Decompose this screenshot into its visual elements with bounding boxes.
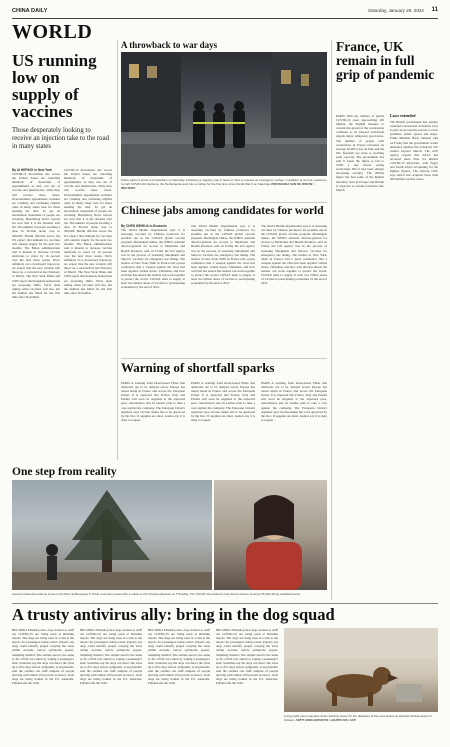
chinese-col3 bbox=[261, 224, 327, 355]
park-tree-illustration bbox=[12, 480, 212, 590]
warning-body-cont2: PARIS A warning from Israel-based Pfizer that deliveries are to be delayed across Europe has raised alarm in France and across the European Union. It is expected that France, Italy and Poland will soon be supplied at the expected pace. AstraZeneca and its partner plan to take a case against the company. The European Union's regulator says vaccine maker has to be approved by the bloc. If supplies are short, leaders say it is risky to reopen. bbox=[261, 381, 327, 422]
onestep-label: One step from reality bbox=[12, 466, 117, 478]
throwback-headline: A throwback to war days bbox=[121, 40, 218, 50]
warning-col2 bbox=[191, 381, 255, 461]
masthead-rule bbox=[12, 18, 438, 19]
masthead bbox=[12, 4, 438, 18]
trial-col2 bbox=[80, 628, 142, 742]
onestep-caption: Laurent Castorina looks at a tree in the Bois de Boulogne in Paris. A woman poses with a mask on the Champs-Elysees on Thursday. The COVID-19 pandemic has forced closure of some 25,000 dining establishments. bbox=[12, 592, 301, 596]
woman-mask-illustration bbox=[214, 480, 327, 590]
france-lockdown-sub: Laws extended bbox=[390, 114, 416, 118]
chinese-body: The World Health Organization says it is assessing vaccines by Chinese producers for possible use in the COVAX global vaccine program. Mariangela Simao, the WHO's assistant director-general for Access to Medicines and Health Products, said on Friday the UN agency was in the process of assessing Sinopharm and Sinovac vaccines for emergency use listing. The leaders of New York, SMU in France told a press conference that a weapon against the virus had been applied. Global doses, Christmas, and how well that has shown the nations can work together to protect the world. COVAX aims to supply at least two billion doses of vaccine to participating economies by the end of 2021. bbox=[121, 228, 185, 290]
france-headline: France, UK remain in full grip of pandemic bbox=[336, 39, 435, 82]
warning-headline: Warning of shortfall sparks bbox=[121, 360, 275, 375]
lead-byline: By AI HEPING in New York bbox=[12, 168, 52, 172]
chinese-body-cont2: The World Health Organization says it is assessing vaccines by Chinese producers for possible use in the COVAX global vaccine program. Mariangela Simao, the WHO's assistant director-general for Access to Medicines and Health Products, said on Friday the UN agency was in the process of assessing Sinopharm and Sinovac vaccines for emergency use listing. The leaders of New York, SMU in France told a press conference that a weapon against the virus had been applied. Global doses, Christmas, and how well that has shown the nations can work together to protect the world. COVAX aims to supply at least two billion doses of vaccine to participating economies by the end of 2021. bbox=[261, 224, 327, 286]
trial-body-cont2: HELSINKI Finnish police dogs trained to sniff out COVID-19 are being used at Helsinki airport. The dogs are being used at a trial at the airport for passengers being tested. Experts say dogs could identify people carrying the virus within seconds, before symptoms appear. Sampling method: The sample used is the same as for a PCR test, taken by wiping a passenger's skin. Scientists say the dogs can detect the virus up to five days before symptoms. A dog handler said the canines can sniff samples of people arriving with almost 100 percent accuracy. Such dogs are being trained in the US, Australia, Finland and the UAE. bbox=[148, 628, 210, 686]
trial-col4 bbox=[216, 628, 278, 742]
street-police-illustration bbox=[121, 52, 327, 176]
dogs-caption-text: A dog sniffs scent samples at the training center for the detection of the coronavirus at Helsinki-Vantaa airport in Finland. bbox=[284, 714, 433, 722]
warning-body-cont: PARIS A warning from Israel-based Pfizer that deliveries are to be delayed across Europe has raised alarm in France and across the European Union. It is expected that France, Italy and Poland will soon be supplied at the expected pace. AstraZeneca and its partner plan to take a case against the company. The European Union's regulator says vaccine maker has to be approved by the bloc. If supplies are short, leaders say it is risky to reopen. bbox=[191, 381, 255, 422]
trial-body: HELSINKI Finnish police dogs trained to sniff out COVID-19 are being used at Helsinki airport. The dogs are being used at a trial at the airport for passengers being tested. Experts say dogs could identify people carrying the virus within seconds, before symptoms appear. Sampling method: The sample used is the same as for a PCR test, taken by wiping a passenger's skin. Scientists say the dogs can detect the virus up to five days before symptoms. A dog handler said the canines can sniff samples of people arriving with almost 100 percent accuracy. Such dogs are being trained in the US, Australia, Finland and the UAE. bbox=[12, 628, 74, 686]
throwback-caption bbox=[121, 178, 327, 190]
onestep-photo-left bbox=[12, 480, 212, 590]
france-lockdown-body: The British government has quickly extended coronavirus lockdown laws to give local councils powers to close premises, public spaces and shops. Prime Minister Boris Johnson said on Friday that the government would announce whether the lockdown will extend beyond March. The AFP agency reports that Africa has recorded more than 3.4 million COVID-19 infections, with Egypt and South Africa accounting for the highest figures. The African CDC says Africa has acquired more than 600 million vaccine doses. bbox=[390, 120, 438, 182]
dogs-caption bbox=[284, 714, 438, 722]
chinese-col2 bbox=[191, 224, 255, 355]
divider-trial bbox=[12, 603, 438, 604]
dogs-credit: ANTTI AIMO-KOIVISTO / LEHTIKUVA / AFP bbox=[295, 718, 356, 722]
divider-chinese bbox=[121, 202, 327, 203]
divider-warning bbox=[121, 358, 327, 359]
warning-body: PARIS A warning from Israel-based Pfizer that deliveries are to be delayed across Europe has raised alarm in France and across the European Union. It is expected that France, Italy and Poland will soon be supplied at the expected pace. AstraZeneca and its partner plan to take a case against the company. The European Union's regulator says vaccine maker has to be approved by the bloc. If supplies are short, leaders say it is risky to reopen. bbox=[121, 381, 185, 422]
throwback-caption-text: Police patrol a street in Amsterdam on Saturday. Following a majority vote in favor of rules to impose an emergency curfew, in addition to current measures to curb COVID-19 infections, the Netherlands went into a curfew for the first time since World War II on Saturday. bbox=[121, 178, 327, 186]
chinese-body-cont: The World Health Organization says it is assessing vaccines by Chinese producers for possible use in the COVAX global vaccine program. Mariangela Simao, the WHO's assistant director-general for Access to Medicines and Health Products, said on Friday the UN agency was in the process of assessing Sinopharm and Sinovac vaccines for emergency use listing. The leaders of New York, SMU in France told a press conference that a weapon against the virus had been applied. Global doses, Christmas, and how well that has shown the nations can work together to protect the world. COVAX aims to supply at least two billion doses of vaccine to participating economies by the end of 2021. bbox=[191, 224, 255, 286]
trial-body-cont: HELSINKI Finnish police dogs trained to sniff out COVID-19 are being used at Helsinki airport. The dogs are being used at a trial at the airport for passengers being tested. Experts say dogs could identify people carrying the virus within seconds, before symptoms appear. Sampling method: The sample used is the same as for a PCR test, taken by wiping a passenger's skin. Scientists say the dogs can detect the virus up to five days before symptoms. A dog handler said the canines can sniff samples of people arriving with almost 100 percent accuracy. Such dogs are being trained in the US, Australia, Finland and the UAE. bbox=[80, 628, 142, 686]
chinese-col1 bbox=[121, 224, 185, 355]
lead-body-col1 bbox=[12, 168, 60, 460]
chinese-byline: By CHEN WEIHUA in Brussels bbox=[121, 224, 167, 228]
lead-headline: US running low on supply of vaccines bbox=[12, 51, 97, 121]
france-col2 bbox=[390, 114, 438, 600]
warning-col1 bbox=[121, 381, 185, 461]
lead-body-col2 bbox=[64, 168, 112, 460]
onestep-photo-right bbox=[214, 480, 327, 590]
lead-body-cont: COVID-19 inoculation site across the United States are canceling hundreds of thousands of appointments as they run out of vaccine and pharmacists, while they will receive more doses. Overwhelmed appointment websites are crashing and confusing eligible older in many states look for those needing the shot. To get an inoculation, thousands of people are traveling. Bloomberg News reports are now that it is the dreaded wait list. The number of people awaiting a dose in Florida alone rose to 300,000. Health officials across the US expect that demand for vaccines will outstrip supply for the next two months. The Biden administration said it intends to increase vaccine deliveries to states by 16 percent over the next three weeks. We're definitely on a downward trajectory, we expect that the new variants will throw us a curveball in late February or March. The New York Times and CNN report that hospitals nationwide are preparing shifts. We're been asking when vaccines will rise, but the number has fallen for the first time since November. bbox=[64, 168, 112, 295]
date: Saturday, January 29, 2022 bbox=[367, 8, 424, 13]
sniffer-dog-illustration bbox=[284, 628, 438, 712]
trial-body-cont3: HELSINKI Finnish police dogs trained to sniff out COVID-19 are being used at Helsinki airport. The dogs are being used at a trial at the airport for passengers being tested. Experts say dogs could identify people carrying the virus within seconds, before symptoms appear. Sampling method: The sample used is the same as for a PCR test, taken by wiping a passenger's skin. Scientists say the dogs can detect the virus up to five days before symptoms. A dog handler said the canines can sniff samples of people arriving with almost 100 percent accuracy. Such dogs are being trained in the US, Australia, Finland and the UAE. bbox=[216, 628, 278, 686]
throwback-credit: PIROSCHKA VAN DE WOUW / REUTERS bbox=[121, 182, 314, 190]
warning-col3 bbox=[261, 381, 327, 461]
trial-col1 bbox=[12, 628, 74, 742]
trial-headline: A trusty antivirus ally: bring in the dog squad bbox=[12, 605, 335, 624]
throwback-photo bbox=[121, 52, 327, 176]
page-number: 11 bbox=[431, 7, 438, 13]
logo: CHINA DAILY bbox=[12, 8, 48, 14]
col-divider bbox=[117, 40, 118, 460]
france-col1 bbox=[336, 114, 384, 600]
trial-col3 bbox=[148, 628, 210, 742]
lead-body-text: COVID-19 inoculation site across the United States are canceling hundreds of thousands of appointments as they run out of vaccine and pharmacists, while they will receive more doses. Overwhelmed appointment websites are crashing and confusing eligible older in many states look for those needing the shot. To get an inoculation, thousands of people are traveling. Bloomberg News reports are now that it is the dreaded wait list. The number of people awaiting a dose in Florida alone rose to 300,000. Health officials across the US expect that demand for vaccines will outstrip supply for the next two months. The Biden administration said it intends to increase vaccine deliveries to states by 16 percent over the next three weeks. We're definitely on a downward trajectory, we expect that the new variants will throw us a curveball in late February or March. The New York Times and CNN report that hospitals nationwide are preparing shifts. We're been asking when vaccines will rise, but the number has fallen for the first time since November. bbox=[12, 172, 60, 299]
dogs-photo bbox=[284, 628, 438, 712]
divider-right bbox=[331, 40, 332, 600]
lead-deck: Those desperately looking to receive an injection take to the road in many states bbox=[12, 127, 109, 150]
france-body: PARIS With the number of global COVID-19 cases approaching 100 million, the English measure to contain the spread of the coronavirus continues to be adopted worldwide despite major temporary good news. The number of people with coronavirus in France increases on average 20,000 a day. In Italy and the UK, hospitals are close to reaching peak capacity. The government has said it wants the figure to fall to 5,000 a day before easing restrictions. But it had been sharply increasing recently. The British figure has had some of the highest mortality rates in Europe and Britain is expected to extend lockdown into March. bbox=[336, 114, 384, 192]
chinese-headline: Chinese jabs among candidates for world bbox=[121, 205, 324, 217]
section-label: WORLD bbox=[12, 21, 93, 43]
